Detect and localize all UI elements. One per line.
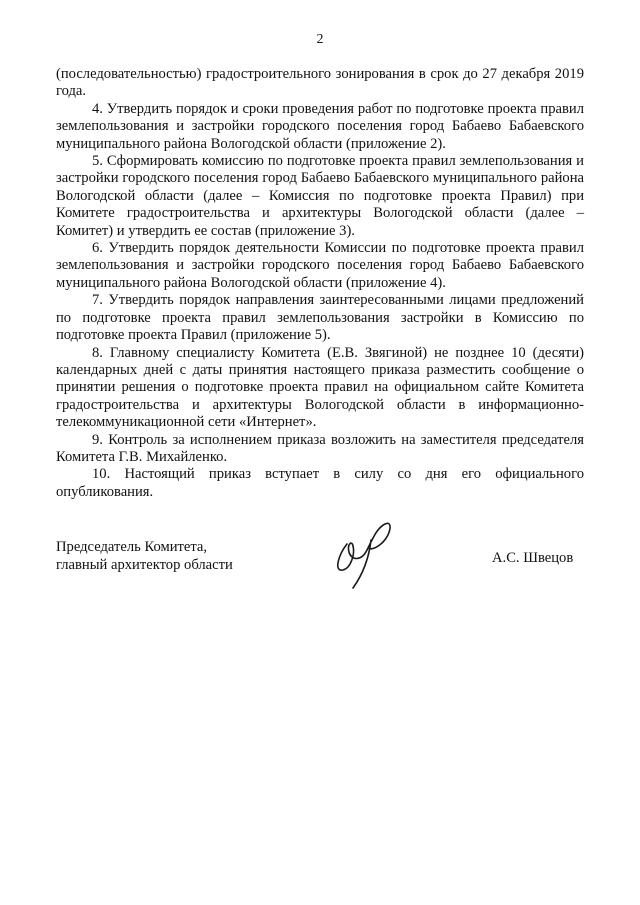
signer-position-line-1: Председатель Комитета, (56, 539, 208, 555)
signer-position (56, 538, 233, 574)
paragraph-item-9: 9. Контроль за исполнением приказа возложить на заместителя председателя Комитета Г.В. Михайленко. (56, 431, 584, 465)
paragraph-continuation: (последовательностью) градостроительного зонирования в срок до 27 декабря 2019 года. (56, 66, 584, 100)
signer-name: А.С. Швецов (492, 550, 574, 566)
paragraph-item-7: 7. Утвердить порядок направления заинтересованными лицами предложений по подготовке проекта правил землепользования застройки в Комиссию по подготовке проекта Правил (приложение 5). (56, 292, 584, 344)
document-body (56, 66, 584, 501)
paragraph-item-5: 5. Сформировать комиссию по подготовке проекта правил землепользования и застройки городского поселения город Бабаево Бабаевского муниципального района Вологодской области (далее – Комиссия по подготовке проекта Правил) при Комитете градостроительства и архитектуры Вологодской области (далее – Комитет) и утвердить ее состав (приложение 3). (56, 153, 584, 239)
page-number: 2 (316, 32, 324, 47)
paragraph-item-6: 6. Утвердить порядок деятельности Комиссии по подготовке проекта правил землепользования и застройки городского поселения город Бабаево Бабаевского муниципального района Вологодской области (приложение 4). (56, 240, 584, 291)
handwritten-signature (325, 510, 405, 590)
paragraph-item-10: 10. Настоящий приказ вступает в силу со дня его официального опубликования. (56, 466, 584, 500)
paragraph-item-8: 8. Главному специалисту Комитета (Е.В. Звягиной) не позднее 10 (десяти) календарных дней с даты принятия настоящего приказа разместить сообщение о принятии решения о подготовке проекта правил на официальном сайте Комитета градостроительства и архитектуры Вологодской области в информационно-телекоммуникационной сети «Интернет». (56, 344, 584, 431)
signer-position-line-2: главный архитектор области (56, 557, 233, 573)
paragraph-item-4: 4. Утвердить порядок и сроки проведения работ по подготовке проекта правил землепользования и застройки городского поселения город Бабаево Бабаевского муниципального района Вологодской области (приложение 2). (56, 100, 584, 152)
